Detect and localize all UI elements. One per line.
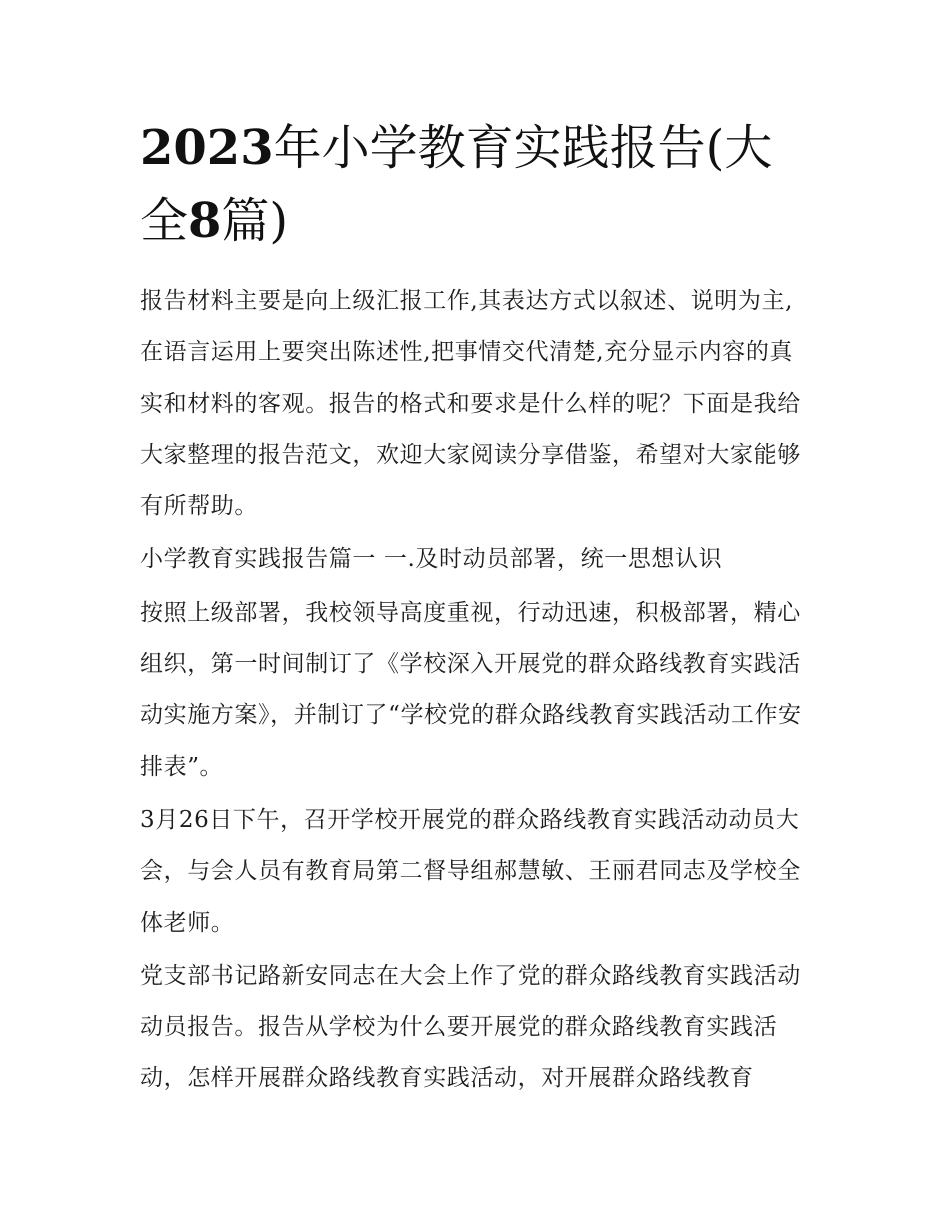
title-suffix: 篇) (221, 193, 289, 249)
body-paragraph: 按照上级部署，我校领导高度重视，行动迅速，积极部署，精心组织，第一时间制订了《学校深入开展党的群众路线教育实践活动实施方案》，并制订了“学校党的群众路线教育实践活动工作安排表”。 (140, 599, 802, 780)
document-body (140, 276, 815, 1107)
title-count: 8 (188, 193, 222, 249)
body-paragraph: 党支部书记路新安同志在大会上作了党的群众路线教育实践活动动员报告。报告从学校为什么要开展党的群众路线教育实践活动，怎样开展群众路线教育实践活动，对开展群众路线教育 (140, 962, 801, 1092)
title-year: 2023 (140, 120, 274, 176)
body-paragraph: 3月26日下午，召开学校开展党的群众路线教育实践活动动员大会，与会人员有教育局第二督导组郝慧敏、王丽君同志及学校全体老师。 (140, 806, 801, 936)
title-text: 年小学教育实践报告(大全 (140, 120, 773, 249)
section-heading: 小学教育实践报告篇一 一.及时动员部署，统一思想认识 (140, 546, 723, 573)
page-title (140, 112, 820, 258)
intro-paragraph: 报告材料主要是向上级汇报工作,其表达方式以叙述、说明为主,在语言运用上要突出陈述性,把事情交代清楚,充分显示内容的真实和材料的客观。报告的格式和要求是什么样的呢？下面是我给大家整理的报告范文，欢迎大家阅读分享借鉴，希望对大家能够有所帮助。 (140, 288, 801, 520)
